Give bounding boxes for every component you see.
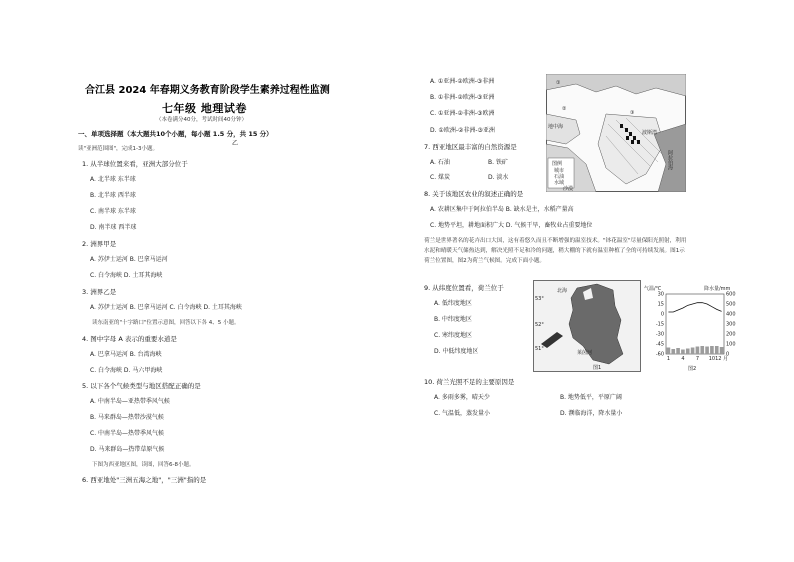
temp-tick-label: -15	[655, 321, 664, 328]
mediterranean-label: 地中海	[548, 124, 564, 130]
precipitation-bar	[691, 348, 695, 355]
option[interactable]: C. 中南半岛—热带季风气候	[90, 430, 165, 437]
option[interactable]: B. ①非洲-②欧洲-③亚洲	[430, 94, 495, 101]
temp-tick-label: -30	[655, 331, 664, 338]
option[interactable]: A. 低纬度地区	[434, 300, 472, 307]
oil-mark	[633, 136, 636, 140]
precipitation-bar	[705, 347, 709, 355]
option[interactable]: D. 淡水	[488, 174, 509, 181]
month-tick-label: 4	[681, 356, 685, 362]
option[interactable]: D. 濒临海洋，降水量小	[560, 410, 623, 417]
temp-axis-label: 气温/℃	[644, 286, 662, 292]
precipitation-bar	[700, 346, 704, 354]
month-tick-label: 7	[695, 356, 700, 362]
month-tick-label: 10	[708, 356, 716, 362]
option[interactable]: D. 中低纬度地区	[434, 348, 479, 355]
option[interactable]: A. 苏伊士运河 B. 巴拿马运河	[90, 256, 168, 263]
option[interactable]: A. 多雨多雾，晴天少	[434, 394, 490, 401]
exam-title: 合江县 2024 年春期义务教育阶段学生素养过程性监测	[85, 85, 330, 96]
precip-tick-label: 500	[726, 301, 736, 308]
temp-tick-label: -60	[655, 351, 664, 358]
temp-tick-label: 0	[660, 311, 664, 318]
option[interactable]: C. 煤炭	[430, 174, 451, 181]
question-6-stem: 6. 西亚地处"三洲五海之地"，"三洲"指的是	[82, 476, 207, 484]
netherlands-map	[533, 280, 641, 372]
question-stem: 8. 关于该地区农业的叙述正确的是	[424, 190, 524, 198]
precip-tick-label: 0	[726, 351, 730, 358]
question-stem: 1. 从半球位置来看，亚洲大部分位于	[82, 160, 188, 168]
option[interactable]: D. 南半球 西半球	[90, 224, 137, 231]
lat-51: 51°	[535, 346, 544, 352]
question-stem: 2. 洲界甲是	[82, 240, 117, 248]
oil-mark	[629, 132, 632, 136]
legend-item: 沙漠	[563, 186, 574, 192]
month-tick-label: 1	[666, 356, 671, 362]
map-caption-yi: 乙	[232, 140, 239, 147]
option[interactable]: B. 中纬度地区	[434, 316, 472, 323]
option[interactable]: A. 中南半岛—亚热带季风气候	[90, 398, 170, 405]
temp-tick-label: 15	[657, 301, 664, 308]
option[interactable]: B. 北半球 西半球	[90, 192, 136, 199]
question-stem: 4. 图中字母 A 表示的重要水道是	[82, 335, 177, 343]
oil-mark	[637, 140, 640, 144]
oil-mark	[620, 124, 623, 128]
precipitation-bar	[676, 348, 680, 354]
lat-53: 53°	[535, 296, 544, 302]
precipitation-bar	[696, 347, 700, 355]
exam-subtitle: 七年级 地理试卷	[162, 102, 247, 115]
oil-mark	[626, 136, 629, 140]
arabian-sea-label: 阿拉伯海	[667, 150, 673, 170]
precip-tick-label: 200	[726, 331, 736, 338]
option[interactable]: B. 铁矿	[488, 159, 508, 166]
question-stem: 9. 从纬度位置看，荷兰位于	[424, 284, 504, 292]
legend-item: 水域	[554, 180, 565, 186]
option[interactable]: B. 马来群岛—热带沙漠气候	[90, 414, 164, 421]
precip-axis-label: 降水量/mm	[704, 286, 731, 292]
precipitation-bar	[715, 346, 719, 354]
north-sea-label: 北海	[557, 288, 568, 294]
figure-1-label: 图1	[593, 365, 602, 371]
precipitation-bar	[720, 347, 724, 354]
option[interactable]: D. 马来群岛—热带草原气候	[90, 446, 165, 453]
question-stem: 7. 西亚地区最丰富的自然资源是	[424, 143, 517, 151]
question-stem: 5. 以下各个气候类型与地区搭配正确的是	[82, 382, 201, 390]
map-label-1: ①	[556, 80, 561, 86]
climate-chart	[644, 284, 752, 372]
option[interactable]: C. 寒纬度地区	[434, 332, 473, 339]
netherlands-paragraph: 荷兰是世界著名的花卉出口大国，这有着悠久而且不断增强的温室技术。"钵花温室"尽量保阳光照射，利用水泥和晴暖天气储热达到，解决光照不足和冷的问题，稍大棚的下就有温室种植了全的可持续发展。图1示荷兰位置图，图2为荷兰气候图。完成下面小题。	[424, 238, 687, 264]
precip-tick-label: 100	[726, 341, 736, 348]
oil-mark	[625, 128, 628, 132]
precipitation-bar	[710, 346, 714, 354]
map-label-3: ③	[630, 110, 635, 116]
precipitation-bar	[671, 349, 675, 354]
legend-item: 城市	[554, 168, 565, 174]
legend-item: 石油	[554, 174, 565, 180]
option[interactable]: C. 白令海峡 D. 马六甲海峡	[90, 367, 163, 374]
question-stem: 10. 荷兰光照不足的主要原因是	[424, 378, 515, 386]
legend-title: 图例	[552, 161, 563, 167]
precipitation-bar	[681, 350, 685, 355]
exam-note: （本卷满分40分，考试时间40分钟）	[156, 117, 247, 123]
option[interactable]: A. 石油	[430, 159, 450, 166]
temp-tick-label: -45	[655, 341, 664, 348]
option[interactable]: C. ①亚洲-②非洲-③欧洲	[430, 110, 495, 117]
option[interactable]: A. 苏伊士运河 B. 巴拿马运河 C. 白令海峡 D. 土耳其海峡	[90, 304, 242, 311]
west-asia-map	[546, 74, 686, 192]
temp-tick-label: 30	[657, 291, 664, 298]
intro-1-3: 读"亚洲范围图"，完成1-3小题。	[78, 146, 159, 152]
section-heading: 一、单项选择题（本大题共10个小题，每小题 1.5 分，共 15 分）	[78, 130, 273, 138]
figure-2-label: 图2	[688, 366, 697, 372]
option[interactable]: A. 北半球 东半球	[90, 176, 136, 183]
temperature-line	[668, 303, 721, 312]
option[interactable]: A. 农耕区集中于阿拉伯半岛 B. 缺水是主，水稻产量高	[430, 206, 574, 213]
option[interactable]: B. 地势低平，平原广阔	[560, 394, 622, 401]
month-tick-label: 12 月	[715, 356, 729, 362]
option[interactable]: A. 巴拿马运河 B. 台湾海峡	[90, 351, 162, 358]
option[interactable]: A. ①亚洲-②欧洲-③非洲	[430, 78, 495, 85]
persian-gulf-label: 波斯湾	[642, 130, 658, 136]
precip-tick-label: 600	[726, 291, 736, 298]
question-stem: 3. 洲界乙是	[82, 288, 117, 296]
option[interactable]: C. 白令海峡 D. 土耳其海峡	[90, 272, 163, 279]
precip-tick-label: 300	[726, 321, 736, 328]
note-6-8: 下图为西亚地区图，读图，回答6-8小题。	[92, 462, 195, 468]
rhine-label: 莱茵河	[577, 350, 593, 356]
precipitation-bar	[667, 348, 671, 355]
option[interactable]: D. ①欧洲-②非洲-③亚洲	[430, 127, 495, 134]
oil-mark	[631, 140, 634, 144]
option[interactable]: C. 地势平坦，耕地面积广大 D. 气候干旱，畜牧业占重要地位	[430, 222, 593, 229]
map-label-2: ②	[562, 106, 567, 112]
note-4-5: 读东南亚的"十字路口"位置示意图，回答以下各 4、5 小题。	[92, 320, 240, 326]
option[interactable]: C. 气温低，蒸发量小	[434, 410, 491, 417]
option[interactable]: C. 南半球 东半球	[90, 208, 136, 215]
lat-52: 52°	[535, 322, 544, 328]
precip-tick-label: 400	[726, 311, 736, 318]
precipitation-bar	[686, 349, 690, 355]
